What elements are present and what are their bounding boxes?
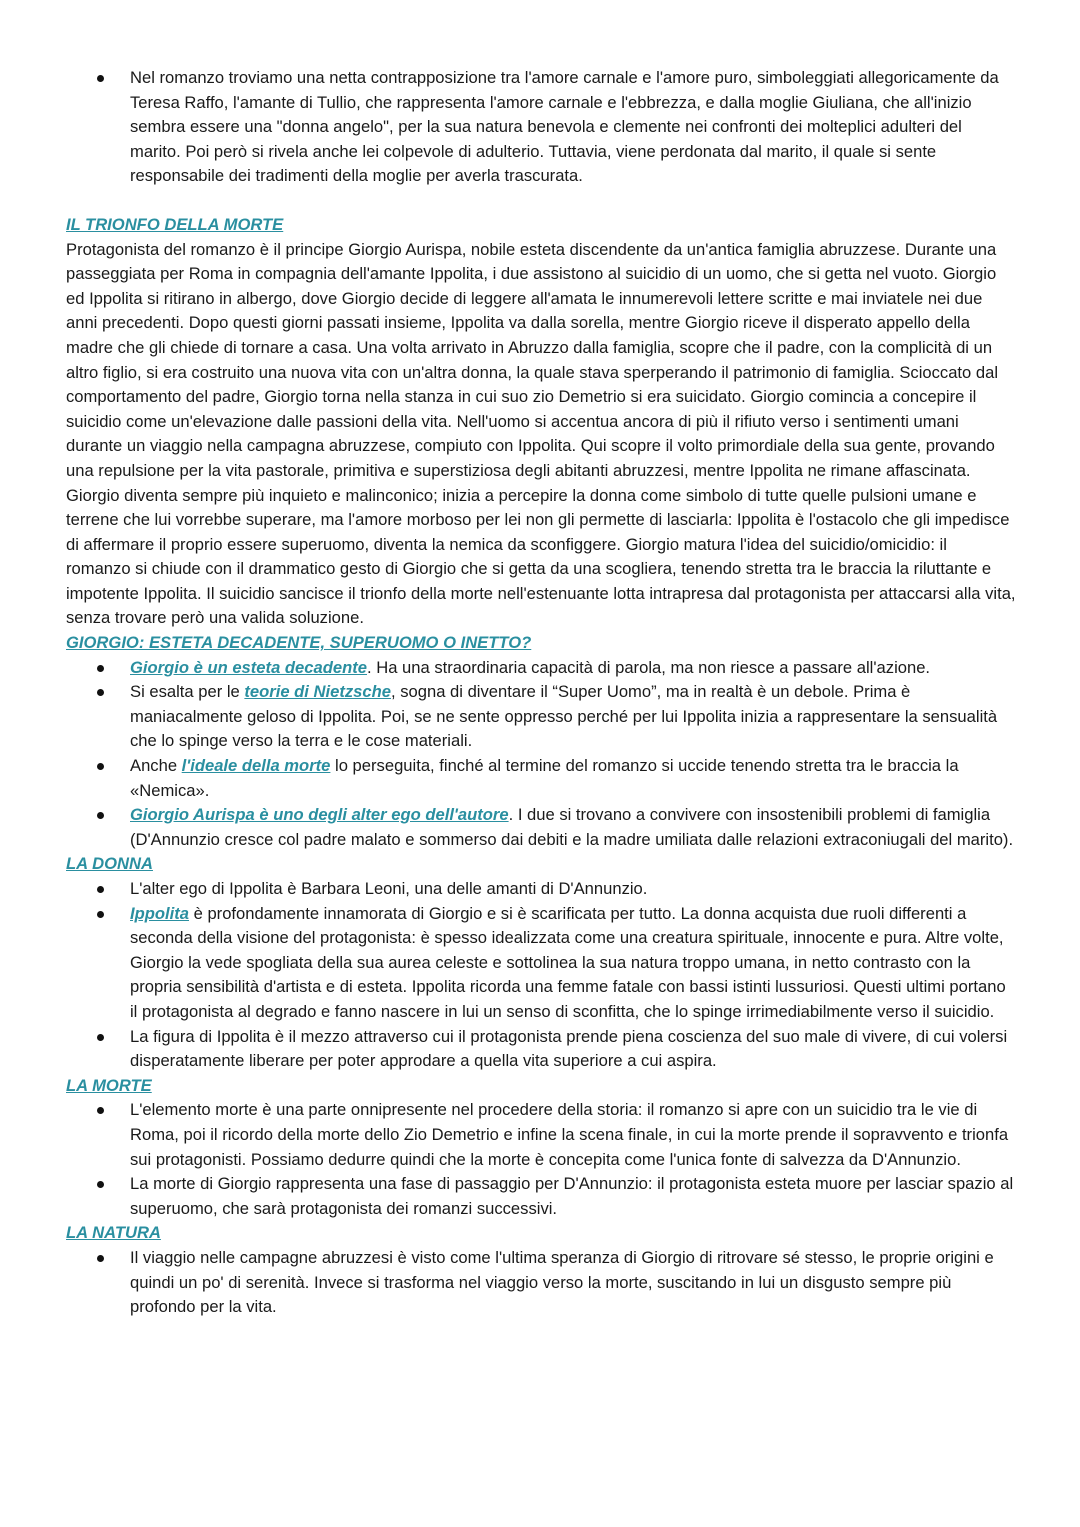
section-body-trionfo: Protagonista del romanzo è il principe Giorgio Aurispa, nobile esteta discendente da un'antica famiglia abruzzese. Durante una passeggiata per Roma in compagnia dell'amante Ippolita, i due assistono al suicidio di un uomo, che si getta nel vuoto. Giorgio ed Ippolita si ritirano in albergo, dove Giorgio decide di leggere all'amata le innumerevoli lettere scritte e mai inviatele nei due anni precedenti. Dopo questi giorni passati insieme, Ippolita va dalla sorella, mentre Giorgio riceve il disperato appello della madre che gli chiede di tornare a casa. Una volta arrivato in Abruzzo dalla famiglia, scopre che il padre, con la complicità di un altro figlio, si era costruito una nuova vita con un'altra donna, la quale stava sperperando il patrimonio di famiglia. Scioccato dal comportamento del padre, Giorgio torna nella stanza in cui suo zio Demetrio si era suicidato. Giorgio comincia a concepire il suicidio come un'elevazione dalle passioni della vita. Nell'uomo si accentua ancora di più il rifiuto verso i sentimenti umani durante un viaggio nella campagna abruzzese, compiuto con Ippolita. Qui scopre il volto primordiale della sua gente, provando una repulsione per la vita pastorale, primitiva e superstiziosa degli abitanti abruzzesi, mentre Ippolita ne rimane affascinata. Giorgio diventa sempre più inquieto e malinconico; inizia a percepire la donna come simbolo di tutte quelle pulsioni umane e terrene che lui vorrebbe superare, ma l'amore morboso per lei non gli permette di lasciarla: Ippolita è l'ostacolo che gli impedisce di affermare il proprio essere superuomo, diventa la nemica da sconfiggere. Giorgio matura l'idea del suicidio/omicidio: il romanzo si chiude con il drammatico gesto di Giorgio che si getta da una scogliera, tenendo stretta tra le braccia la riluttante e impotente Ippolita. Il suicidio sancisce il trionfo della morte nell'estenuante lotta intrapresa dal protagonista per attaccarsi alla vita, senza trovare però una valida soluzione. [66,239,1016,628]
item-highlight: Ippolita [130,903,189,923]
list-item [66,1025,1016,1074]
list-item-text: Nel romanzo troviamo una netta contrapposizione tra l'amore carnale e l'amore puro, simboleggiati allegoricamente da Teresa Raffo, l'amante di Tullio, che rappresenta l'amore carnale e l'ebbrezza, e dalla moglie Giuliana, che all'inizio sembra essere una "donna angelo", per la sua natura benevola e clemente nei confronti dei molteplici adulteri del marito. Poi però si rivela anche lei colpevole di adulterio. Tuttavia, viene perdonata dal marito, il quale si sente responsabile dei tradimenti della moglie per averla trascurata. [130,68,999,186]
item-text-pre: L'alter ego di Ippolita è Barbara Leoni, una delle amanti di D'Annunzio. [130,879,648,898]
item-text-pre: Si esalta per le [130,682,245,702]
list-item [66,656,1016,681]
item-text-post: , sogna di diventare il “Super Uomo”, ma in realtà è un debole. Prima è maniacalmente geloso di Ippolita. Poi, se ne sente oppresso perché per lui Ippolita inizia a rappresentare la sensualità che lo spinge verso la terra e le cose materiali. [130,682,998,751]
item-text-post: . I due si trovano a convivere con insostenibili problemi di famiglia (D'Annunzio cresce col padre malato e sommerso dai debiti e la madre umiliata dalle relazioni extraconiugali del marito). [130,805,1014,849]
list-item [66,803,1016,852]
section-heading-trionfo: IL TRIONFO DELLA MORTE [66,214,284,234]
item-text-pre: Il viaggio nelle campagne abruzzesi è visto come l'ultima speranza di Giorgio di ritrovare sé stesso, le proprie origini e quindi un po' di serenità. Invece si trasforma nel viaggio verso la morte, suscitando in lui un disgusto sempre più profondo per la vita. [130,1247,994,1317]
section-heading-natura: LA NATURA [66,1223,161,1243]
item-text-pre: La figura di Ippolita è il mezzo attraverso cui il protagonista prende piena coscienza del suo male di vivere, di cui volersi disperatamente liberare per poter approdare a quella vita superiore a cui aspira. [130,1026,1008,1071]
list-item [66,66,1016,189]
giorgio-bullet-list [66,656,1016,853]
item-text-post: lo perseguita, finché al termine del romanzo si uccide tenendo stretta tra le braccia la «Nemica». [130,756,959,800]
item-highlight: Giorgio è un esteta decadente [130,657,367,677]
item-highlight: Giorgio Aurispa è uno degli alter ego dell'autore [130,805,509,825]
section-heading-giorgio: GIORGIO: ESTETA DECADENTE, SUPERUOMO O INETTO? [66,633,532,653]
natura-bullet-list [66,1246,1016,1320]
item-text-pre: L'elemento morte è una parte onnipresente nel procedere della storia: il romanzo si apre con un suicidio tra le vie di Roma, poi il ricordo della morte dello Zio Demetrio e infine la scena finale, in cui la morte prende il sopravvento e trionfa sui protagonisti. Possiamo dedurre quindi che la morte è concepita come l'unica fonte di salvezza da D'Annunzio. [130,1100,1009,1169]
morte-bullet-list [66,1098,1016,1221]
item-text-pre: La morte di Giorgio rappresenta una fase di passaggio per D'Annunzio: il protagonista esteta muore per lasciar spazio al superuomo, che sarà protagonista dei romanzi successivi. [130,1174,1014,1218]
list-item [66,877,1016,902]
item-text-pre: Anche [130,756,182,776]
item-highlight: l'ideale della morte [181,756,331,776]
section-heading-donna: LA DONNA [66,854,153,874]
list-item [66,680,1016,754]
list-item [66,1172,1016,1221]
item-highlight: teorie di Nietzsche [244,682,391,702]
list-item [66,1246,1016,1320]
donna-bullet-list [66,877,1016,1074]
document-page [66,66,1016,1320]
intro-bullet-list [66,66,1016,189]
list-item [66,1098,1016,1172]
section-heading-morte: LA MORTE [66,1075,152,1095]
item-text-post: è profondamente innamorata di Giorgio e si è scarificata per tutto. La donna acquista due ruoli differenti a seconda della visione del protagonista: è spesso idealizzata come una creatura spirituale, innocente e pura. Altre volte, Giorgio la vede spogliata della sua aurea celeste e sottolinea la sua natura troppo umana, in netto contrasto con la propria sensibilità d'artista e di esteta. Ippolita ricorda una femme fatale con bassi istinti lussuriosi. Questi ultimi portano il protagonista al degrado e fanno nascere in lui un senso di sconfitta, che lo spinge irrimediabilmente verso il suicidio. [130,903,1006,1021]
list-item [66,902,1016,1025]
item-text-post: . Ha una straordinaria capacità di parola, ma non riesce a passare all'azione. [366,657,931,677]
list-item [66,754,1016,803]
